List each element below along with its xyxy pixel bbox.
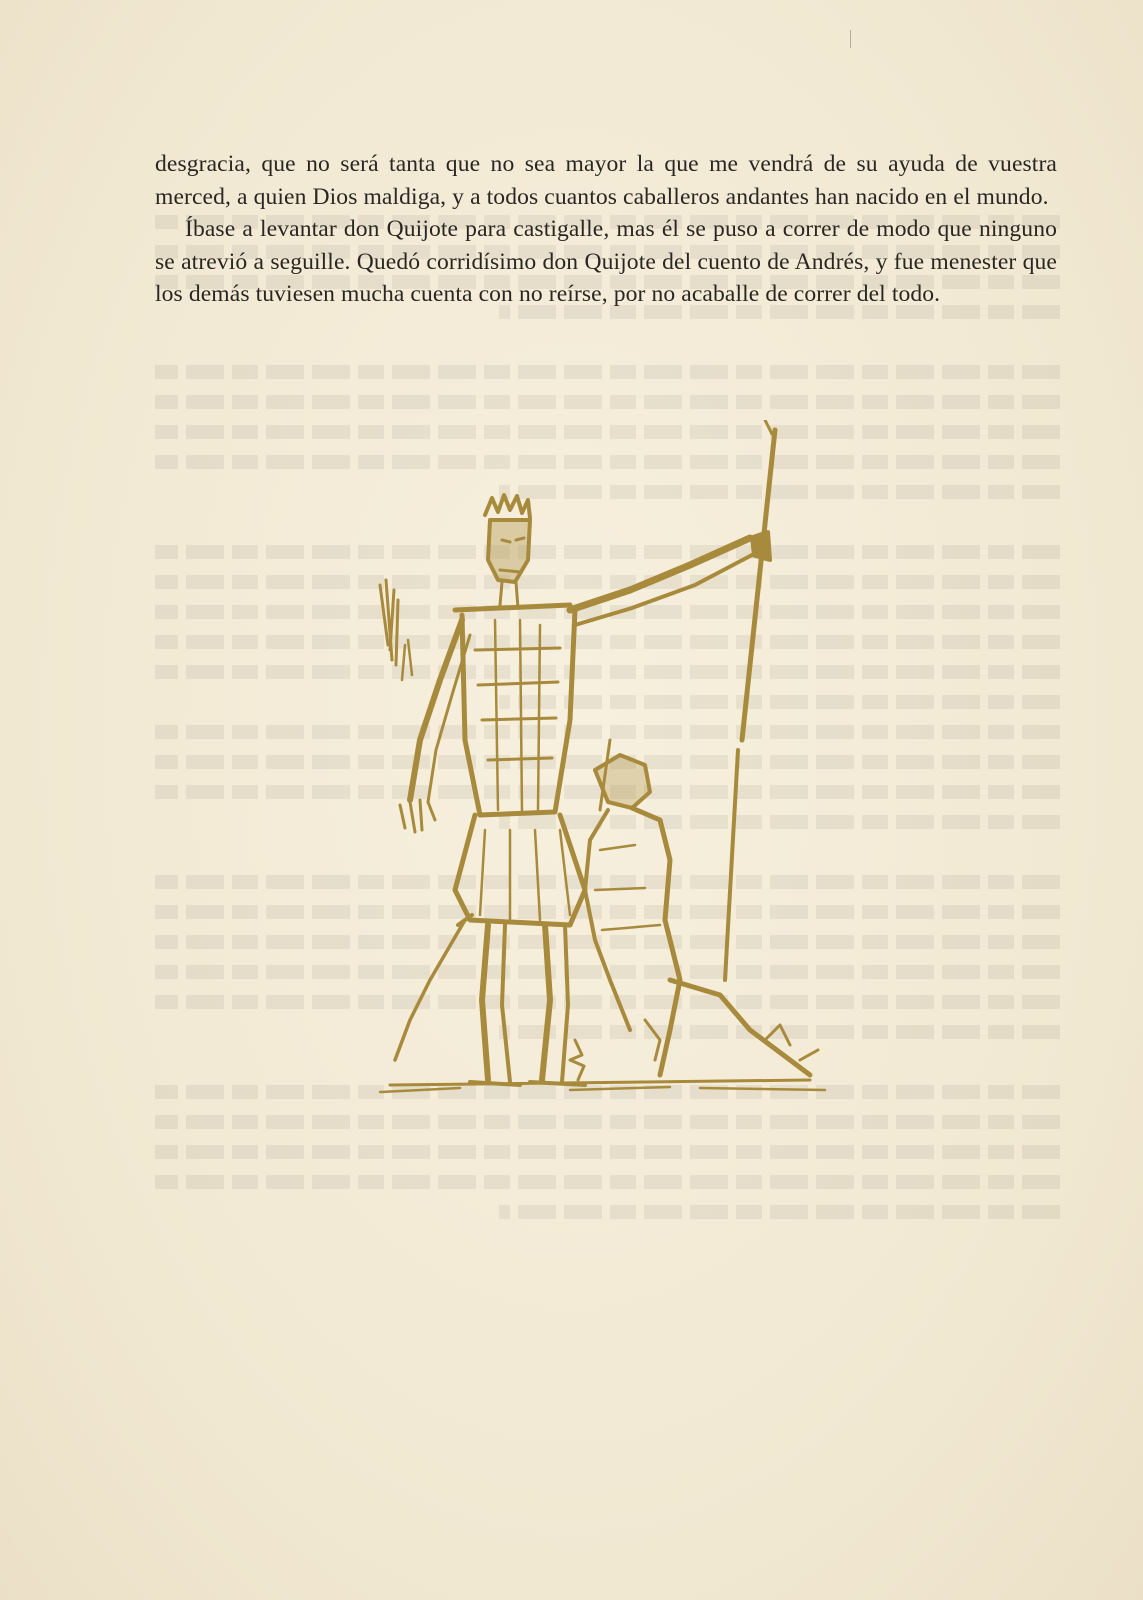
don-quijote-illustration	[370, 420, 840, 1120]
body-text	[155, 148, 1057, 311]
paragraph-1: desgracia, que no será tanta que no sea mayor la que me vendrá de su ayuda de vuestra merced, a quien Dios maldiga, y a todos cuantos caballeros andantes han nacido en el mundo.	[155, 151, 1057, 210]
paragraph-2: Íbase a levantar don Quijote para castigalle, mas él se puso a correr de modo que ninguno se atrevió a seguille. Quedó corridísimo don Quijote del cuento de Andrés, y fue menester que los demás tuviesen mucha cuenta con no reírse, por no acaballe de correr del todo.	[155, 216, 1057, 307]
paper-crease-mark	[850, 30, 851, 48]
